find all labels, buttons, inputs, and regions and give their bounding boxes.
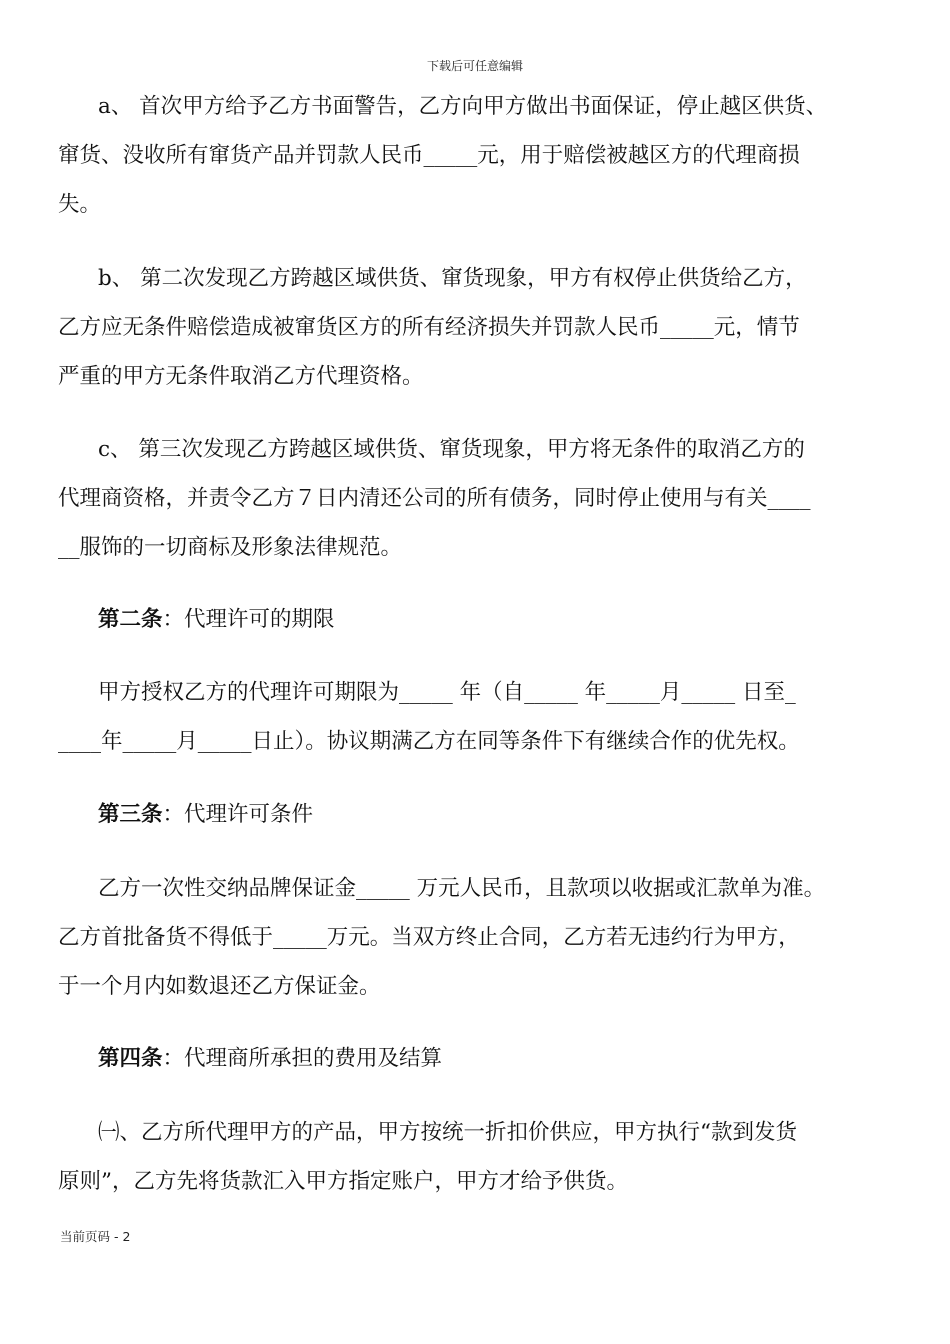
article-3-line-2: 乙方首批备货不得低于_____万元。当双方终止合同，乙方若无违约行为甲方，: [58, 925, 800, 950]
article-4-heading: [98, 1044, 442, 1074]
article-4-line-2: 原则”，乙方先将货款汇入甲方指定账户，甲方才给予供货。: [58, 1169, 628, 1194]
page-header: 下载后可任意编辑: [426, 59, 523, 73]
article-2-colon: ：: [162, 607, 185, 632]
article-2-line-2: ____年_____月_____日止）。协议期满乙方在同等条件下有继续合作的优先权。: [58, 729, 800, 754]
article-3-line-1: 乙方一次性交纳品牌保证金_____ 万元人民币，且款项以收据或汇款单为准。: [98, 876, 826, 901]
article-3-line-3: 于一个月内如数退还乙方保证金。: [58, 974, 381, 999]
item-c-line-3: __服饰的一切商标及形象法律规范。: [58, 535, 403, 560]
item-c-line-2: 代理商资格，并责令乙方７日内清还公司的所有债务，同时停止使用与有关____: [58, 486, 811, 511]
article-2-line-1: 甲方授权乙方的代理许可期限为_____ 年（自_____ 年_____月_____ 日至_: [98, 680, 796, 705]
item-a-line-3: 失。: [58, 192, 102, 217]
page-number-footer: 当前页码 - 2: [60, 1229, 131, 1244]
article-3-colon: ：: [162, 802, 185, 827]
item-a-paragraph: [58, 82, 888, 229]
article-3-paragraph: [58, 864, 888, 1011]
article-3-title: 第三条: [98, 802, 163, 827]
item-b-line-2: 乙方应无条件赔偿造成被窜货区方的所有经济损失并罚款人民币_____元，情节: [58, 315, 800, 340]
article-4-colon: ：: [162, 1046, 185, 1071]
article-2-heading: [98, 605, 335, 635]
article-2-subtitle: 代理许可的期限: [184, 607, 335, 632]
article-2-title: 第二条: [98, 607, 163, 632]
item-c-line-1: c、 第三次发现乙方跨越区域供货、窜货现象，甲方将无条件的取消乙方的: [98, 437, 805, 462]
article-4-line-1: ㈠、乙方所代理甲方的产品，甲方按统一折扣价供应，甲方执行“款到发货: [98, 1120, 797, 1145]
article-4-title: 第四条: [98, 1046, 163, 1071]
item-c-paragraph: [58, 425, 888, 572]
article-4-paragraph: [58, 1108, 888, 1206]
article-2-paragraph: [58, 668, 888, 766]
article-3-subtitle: 代理许可条件: [184, 802, 314, 827]
item-b-paragraph: [58, 254, 888, 401]
item-a-line-1: a、 首次甲方给予乙方书面警告，乙方向甲方做出书面保证，停止越区供货、: [98, 94, 828, 119]
item-b-line-1: b、 第二次发现乙方跨越区域供货、窜货现象，甲方有权停止供货给乙方，: [98, 266, 807, 291]
item-b-line-3: 严重的甲方无条件取消乙方代理资格。: [58, 364, 424, 389]
item-a-line-2: 窜货、没收所有窜货产品并罚款人民币_____元，用于赔偿被越区方的代理商损: [58, 143, 800, 168]
article-4-subtitle: 代理商所承担的费用及结算: [184, 1046, 443, 1071]
article-3-heading: [98, 800, 313, 830]
